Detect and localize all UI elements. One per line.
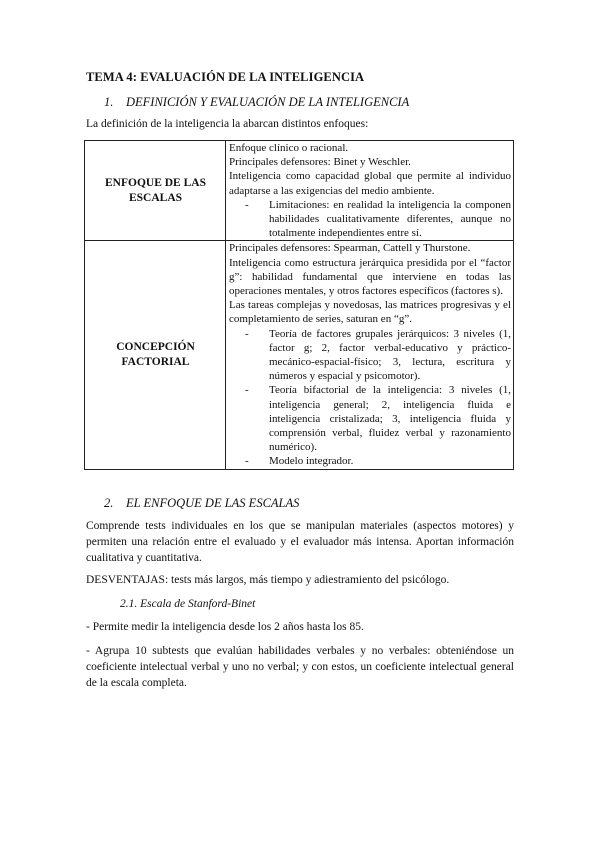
row-label: CONCEPCIÓN FACTORIAL [85,241,226,469]
table-line: Inteligencia como estructura jerárquica presidida por el “factor g”: habilidad fundamental que interviene en todas las operaciones mentales, y otros factores específicos (factores s). [229,256,511,298]
row-label: ENFOQUE DE LAS ESCALAS [85,141,226,241]
list-item [229,454,511,468]
section-number: 1. [104,95,114,109]
bullet-marker: - [245,327,249,340]
row-content [226,141,514,241]
list-item [229,327,511,384]
bullet-marker: - [245,198,249,211]
bullet-marker: - [245,455,249,468]
bullet-marker: - [245,384,249,397]
section-title: EL ENFOQUE DE LAS ESCALAS [126,496,300,510]
paragraph: - Permite medir la inteligencia desde los 2 años hasta los 85. [86,621,364,633]
list-item-text: Modelo integrador. [269,455,354,468]
list-item-text: Teoría de factores grupales jerárquicos: 3 niveles (1, factor g; 2, factor verbal-educativo y práctico-mecánico-espacial-físico; 3, lectura, escritura y números y espacial y psicomotor). [269,327,511,383]
paragraph: Comprende tests individuales en los que se manipulan materiales (aspectos motores) y permiten una relación entre el evaluado y el evaluador más intensa. Aportan información cualitativa y cuantitativa. [86,520,514,564]
table-row [85,141,514,241]
table-line: Principales defensores: Spearman, Cattell y Thurstone. [229,242,471,255]
list-item-text: Limitaciones: en realidad la inteligencia la componen habilidades cualitativamente diferentes, aunque no totalmente independientes entre sí. [269,198,511,240]
document-title: TEMA 4: EVALUACIÓN DE LA INTELIGENCIA [86,70,365,84]
table-line: Las tareas complejas y novedosas, las matrices progresivas y el completamiento de series, saturan en “g”. [229,299,511,326]
approaches-table [84,140,514,470]
section-number: 2. [104,496,114,510]
row-content [226,241,514,469]
section-title: DEFINICIÓN Y EVALUACIÓN DE LA INTELIGENCIA [126,95,410,109]
section-heading-2 [104,496,299,511]
list-item [229,198,511,241]
table-line: Inteligencia como capacidad global que permite al individuo adaptarse a las exigencias del medio ambiente. [229,170,511,197]
list-item [229,383,511,454]
list-item-text: Teoría bifactorial de la inteligencia: 3 niveles (1, inteligencia general; 2, inteligencia fluida e inteligencia cristalizada; 3, inteligencia fluida y comprensión verbal, fluidez verbal y razonamiento numérico). [269,384,511,454]
section-heading-1 [104,95,409,110]
table-line: Enfoque clínico o racional. [229,142,349,154]
table-row [85,241,514,469]
subsection-heading: 2.1. Escala de Stanford-Binet [120,598,256,610]
paragraph: DESVENTAJAS: tests más largos, más tiempo y adiestramiento del psicólogo. [86,574,450,586]
paragraph: - Agrupa 10 subtests que evalúan habilidades verbales y no verbales: obteniéndose un coeficiente intelectual verbal y uno no verbal; y con estos, un coeficiente intelectual general de la escala completa. [86,645,514,689]
intro-paragraph: La definición de la inteligencia la abarcan distintos enfoques: [86,118,369,130]
table-line: Principales defensores: Binet y Weschler. [229,156,411,169]
